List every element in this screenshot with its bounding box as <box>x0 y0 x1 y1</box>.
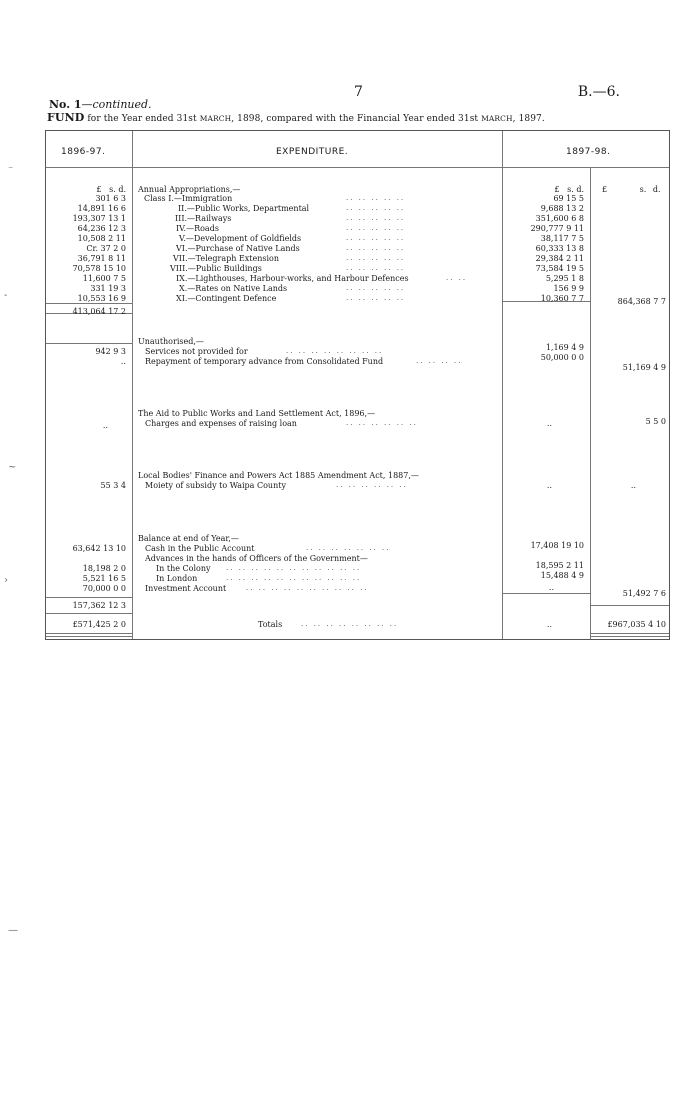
pound-left: £ <box>96 185 102 194</box>
totals-right: £967,035 4 10 <box>607 620 666 629</box>
col-divider-right <box>590 167 591 639</box>
aid-act-heading: The Aid to Public Works and Land Settlement Act, 1896,— <box>138 409 376 418</box>
balance-right-total: 51,492 7 6 <box>622 589 666 598</box>
leader-dots: .. .. .. .. .. .. .. .. .. .. <box>246 584 369 592</box>
annual-left-value: 11,600 7 5 <box>82 274 126 283</box>
annual-left-value: 301 6 3 <box>95 194 126 203</box>
totals-mid: .. <box>546 620 552 629</box>
annual-left-value: 64,236 12 3 <box>77 224 126 233</box>
unauthorised-item: Repayment of temporary advance from Consolidated Fund <box>145 357 384 366</box>
fund-title-month-1: MARCH <box>199 114 232 123</box>
margin-mark: ~ <box>8 462 17 473</box>
annual-right-total: 864,368 7 7 <box>617 297 666 306</box>
unauthorised-item: Services not provided for <box>145 347 248 356</box>
unauthorised-right-total: 51,169 4 9 <box>622 363 666 372</box>
rule <box>590 633 669 634</box>
aid-act-right-total: 5 5 0 <box>645 417 666 426</box>
balance-london: In London <box>156 574 198 583</box>
statement-number: No. 1 <box>49 98 82 111</box>
local-bodies-left-value: 55 3 4 <box>100 481 126 490</box>
balance-left-value: 70,000 0 0 <box>82 584 126 593</box>
pence-left: d. <box>118 185 126 194</box>
leader-dots: .. .. .. .. .. .. .. .. <box>301 620 399 628</box>
balance-left-total: 157,362 12 3 <box>72 601 126 610</box>
balance-left-value: 5,521 16 5 <box>82 574 126 583</box>
balance-left-value: 63,642 13 10 <box>72 544 126 553</box>
annual-right-value: 290,777 9 11 <box>530 224 584 233</box>
rule <box>590 605 669 606</box>
pound-mid: £ <box>554 185 560 194</box>
rule <box>46 633 132 634</box>
annual-right-value: 69 15 5 <box>553 194 584 203</box>
leader-dots: .. .. .. .. .. .. .. .. .. .. .. <box>226 574 362 582</box>
aid-act-left-value: .. <box>102 421 108 430</box>
leader-dots: .. .. .. .. .. <box>346 284 406 292</box>
annual-right-value: 60,333 13 8 <box>535 244 584 253</box>
leader-dots: .. .. .. .. .. <box>346 194 406 202</box>
appropriation-class: IX.—Lighthouses, Harbour-works, and Harbour Defences <box>176 274 409 283</box>
header-1896-97: 1896-97. <box>61 147 106 157</box>
annual-left-value: 331 19 3 <box>90 284 126 293</box>
unauthorised-left-value: 942 9 3 <box>95 347 126 356</box>
leader-dots: .. .. .. .. .. <box>346 204 406 212</box>
leader-dots: .. .. .. .. .. .. <box>336 481 408 489</box>
unauthorised-right-value: 1,169 4 9 <box>545 343 584 352</box>
annual-right-value: 351,600 6 8 <box>535 214 584 223</box>
annual-right-value: 73,584 19 5 <box>535 264 584 273</box>
annual-left-value: 36,791 8 11 <box>77 254 126 263</box>
unauthorised-heading: Unauthorised,— <box>138 337 204 346</box>
header-1897-98: 1897-98. <box>566 147 611 157</box>
rule <box>46 597 132 598</box>
appropriation-class: VII.—Telegraph Extension <box>173 254 279 263</box>
leader-dots: .. .. .. .. .. <box>346 224 406 232</box>
rule <box>46 636 132 637</box>
unauthorised-left-value: .. <box>120 357 126 366</box>
appropriation-class: VI.—Purchase of Native Lands <box>176 244 300 253</box>
header-rule <box>46 167 669 168</box>
shilling-left: s. <box>109 185 116 194</box>
appropriation-class: II.—Public Works, Departmental <box>178 204 310 213</box>
leader-dots: .. .. <box>446 274 468 282</box>
aid-act-item: Charges and expenses of raising loan <box>145 419 297 428</box>
annual-left-value: Cr. 37 2 0 <box>86 244 126 253</box>
pound-right: £ <box>602 185 608 194</box>
balance-right-value: .. <box>548 583 554 592</box>
expenditure-table <box>45 130 670 640</box>
balance-right-value: 15,488 4 9 <box>540 571 584 580</box>
fund-title-post: , 1897. <box>512 114 545 124</box>
fund-title-month-2: MARCH <box>481 114 513 123</box>
local-bodies-right-total: .. <box>630 481 636 490</box>
pence-mid: d. <box>576 185 584 194</box>
annual-left-value: 14,891 16 6 <box>77 204 126 213</box>
leader-dots: .. .. .. .. .. <box>346 244 406 252</box>
pence-right: d. <box>652 185 661 194</box>
fund-title-mid: , 1898, compared with the Financial Year ended 31st <box>231 114 479 124</box>
continued-label <box>49 98 152 111</box>
annual-left-value: 70,578 15 10 <box>72 264 126 273</box>
rule <box>502 593 590 594</box>
appropriation-class: III.—Railways <box>175 214 232 223</box>
annual-left-value: 193,307 13 1 <box>72 214 126 223</box>
annual-right-value: 5,295 1 8 <box>545 274 584 283</box>
header-expenditure: EXPENDITURE. <box>276 147 349 157</box>
appropriation-class: IV.—Roads <box>176 224 219 233</box>
page-number: 7 <box>354 84 363 100</box>
rule <box>46 613 132 614</box>
margin-mark: — <box>8 925 18 936</box>
leader-dots: .. .. .. .. .. .. .. .. .. .. .. <box>226 564 362 572</box>
fund-title-pre: for the Year ended 31st <box>87 114 197 124</box>
balance-right-value: 18,595 2 11 <box>535 561 584 570</box>
margin-mark: - <box>4 290 8 301</box>
balance-right-value: 17,408 19 10 <box>530 541 584 550</box>
col-divider-left <box>132 131 133 639</box>
continued-suffix: —continued. <box>81 98 152 111</box>
rule <box>590 636 669 637</box>
annual-right-value: 38,117 7 5 <box>540 234 584 243</box>
page-reference: B.—6. <box>577 84 620 100</box>
rule <box>46 343 132 344</box>
balance-heading: Balance at end of Year,— <box>138 534 239 543</box>
fund-title <box>47 111 545 124</box>
annual-right-value: 9,688 13 2 <box>540 204 584 213</box>
leader-dots: .. .. .. .. .. .. <box>346 419 418 427</box>
balance-colony: In the Colony <box>156 564 211 573</box>
balance-investment: Investment Account <box>145 584 227 593</box>
leader-dots: .. .. .. .. .. .. .. .. <box>286 347 384 355</box>
appropriation-class: X.—Rates on Native Lands <box>179 284 288 293</box>
appropriation-class: Class I.—Immigration <box>144 194 233 203</box>
unauthorised-right-value: 50,000 0 0 <box>540 353 584 362</box>
aid-act-mid-value: .. <box>546 419 552 428</box>
annual-left-value: 10,553 16 9 <box>77 294 126 303</box>
leader-dots: .. .. .. .. .. <box>346 264 406 272</box>
leader-dots: .. .. .. .. <box>416 357 463 365</box>
appropriation-class: V.—Development of Goldfields <box>179 234 302 243</box>
annual-left-value: 10,508 2 11 <box>77 234 126 243</box>
local-bodies-mid-value: .. <box>546 481 552 490</box>
margin-mark: ⁻ <box>8 165 14 176</box>
leader-dots: .. .. .. .. .. <box>346 294 406 302</box>
leader-dots: .. .. .. .. .. .. .. <box>306 544 391 552</box>
local-bodies-item: Moiety of subsidy to Waipa County <box>145 481 286 490</box>
totals-left: £571,425 2 0 <box>72 620 126 629</box>
annual-right-value: 10,360 7 7 <box>540 294 584 303</box>
local-bodies-heading: Local Bodies' Finance and Powers Act 1885 Amendment Act, 1887,— <box>138 471 419 480</box>
balance-cash: Cash in the Public Account <box>145 544 255 553</box>
leader-dots: .. .. .. .. .. <box>346 234 406 242</box>
balance-left-value: 18,198 2 0 <box>82 564 126 573</box>
annual-heading: Annual Appropriations,— <box>138 185 241 194</box>
balance-advances: Advances in the hands of Officers of the Government— <box>145 554 368 563</box>
shilling-right: s. <box>639 185 647 194</box>
appropriation-class: XI.—Contingent Defence <box>176 294 277 303</box>
annual-left-total: 413,064 17 2 <box>72 307 126 316</box>
annual-right-value: 29,384 2 11 <box>535 254 584 263</box>
annual-right-value: 156 9 9 <box>553 284 584 293</box>
shilling-mid: s. <box>567 185 574 194</box>
appropriation-class: VIII.—Public Buildings <box>170 264 262 273</box>
leader-dots: .. .. .. .. .. <box>346 254 406 262</box>
fund-word: FUND <box>47 111 85 124</box>
margin-mark: › <box>4 575 8 586</box>
totals-label: Totals <box>258 620 283 629</box>
leader-dots: .. .. .. .. .. <box>346 214 406 222</box>
currency-right <box>596 185 670 195</box>
